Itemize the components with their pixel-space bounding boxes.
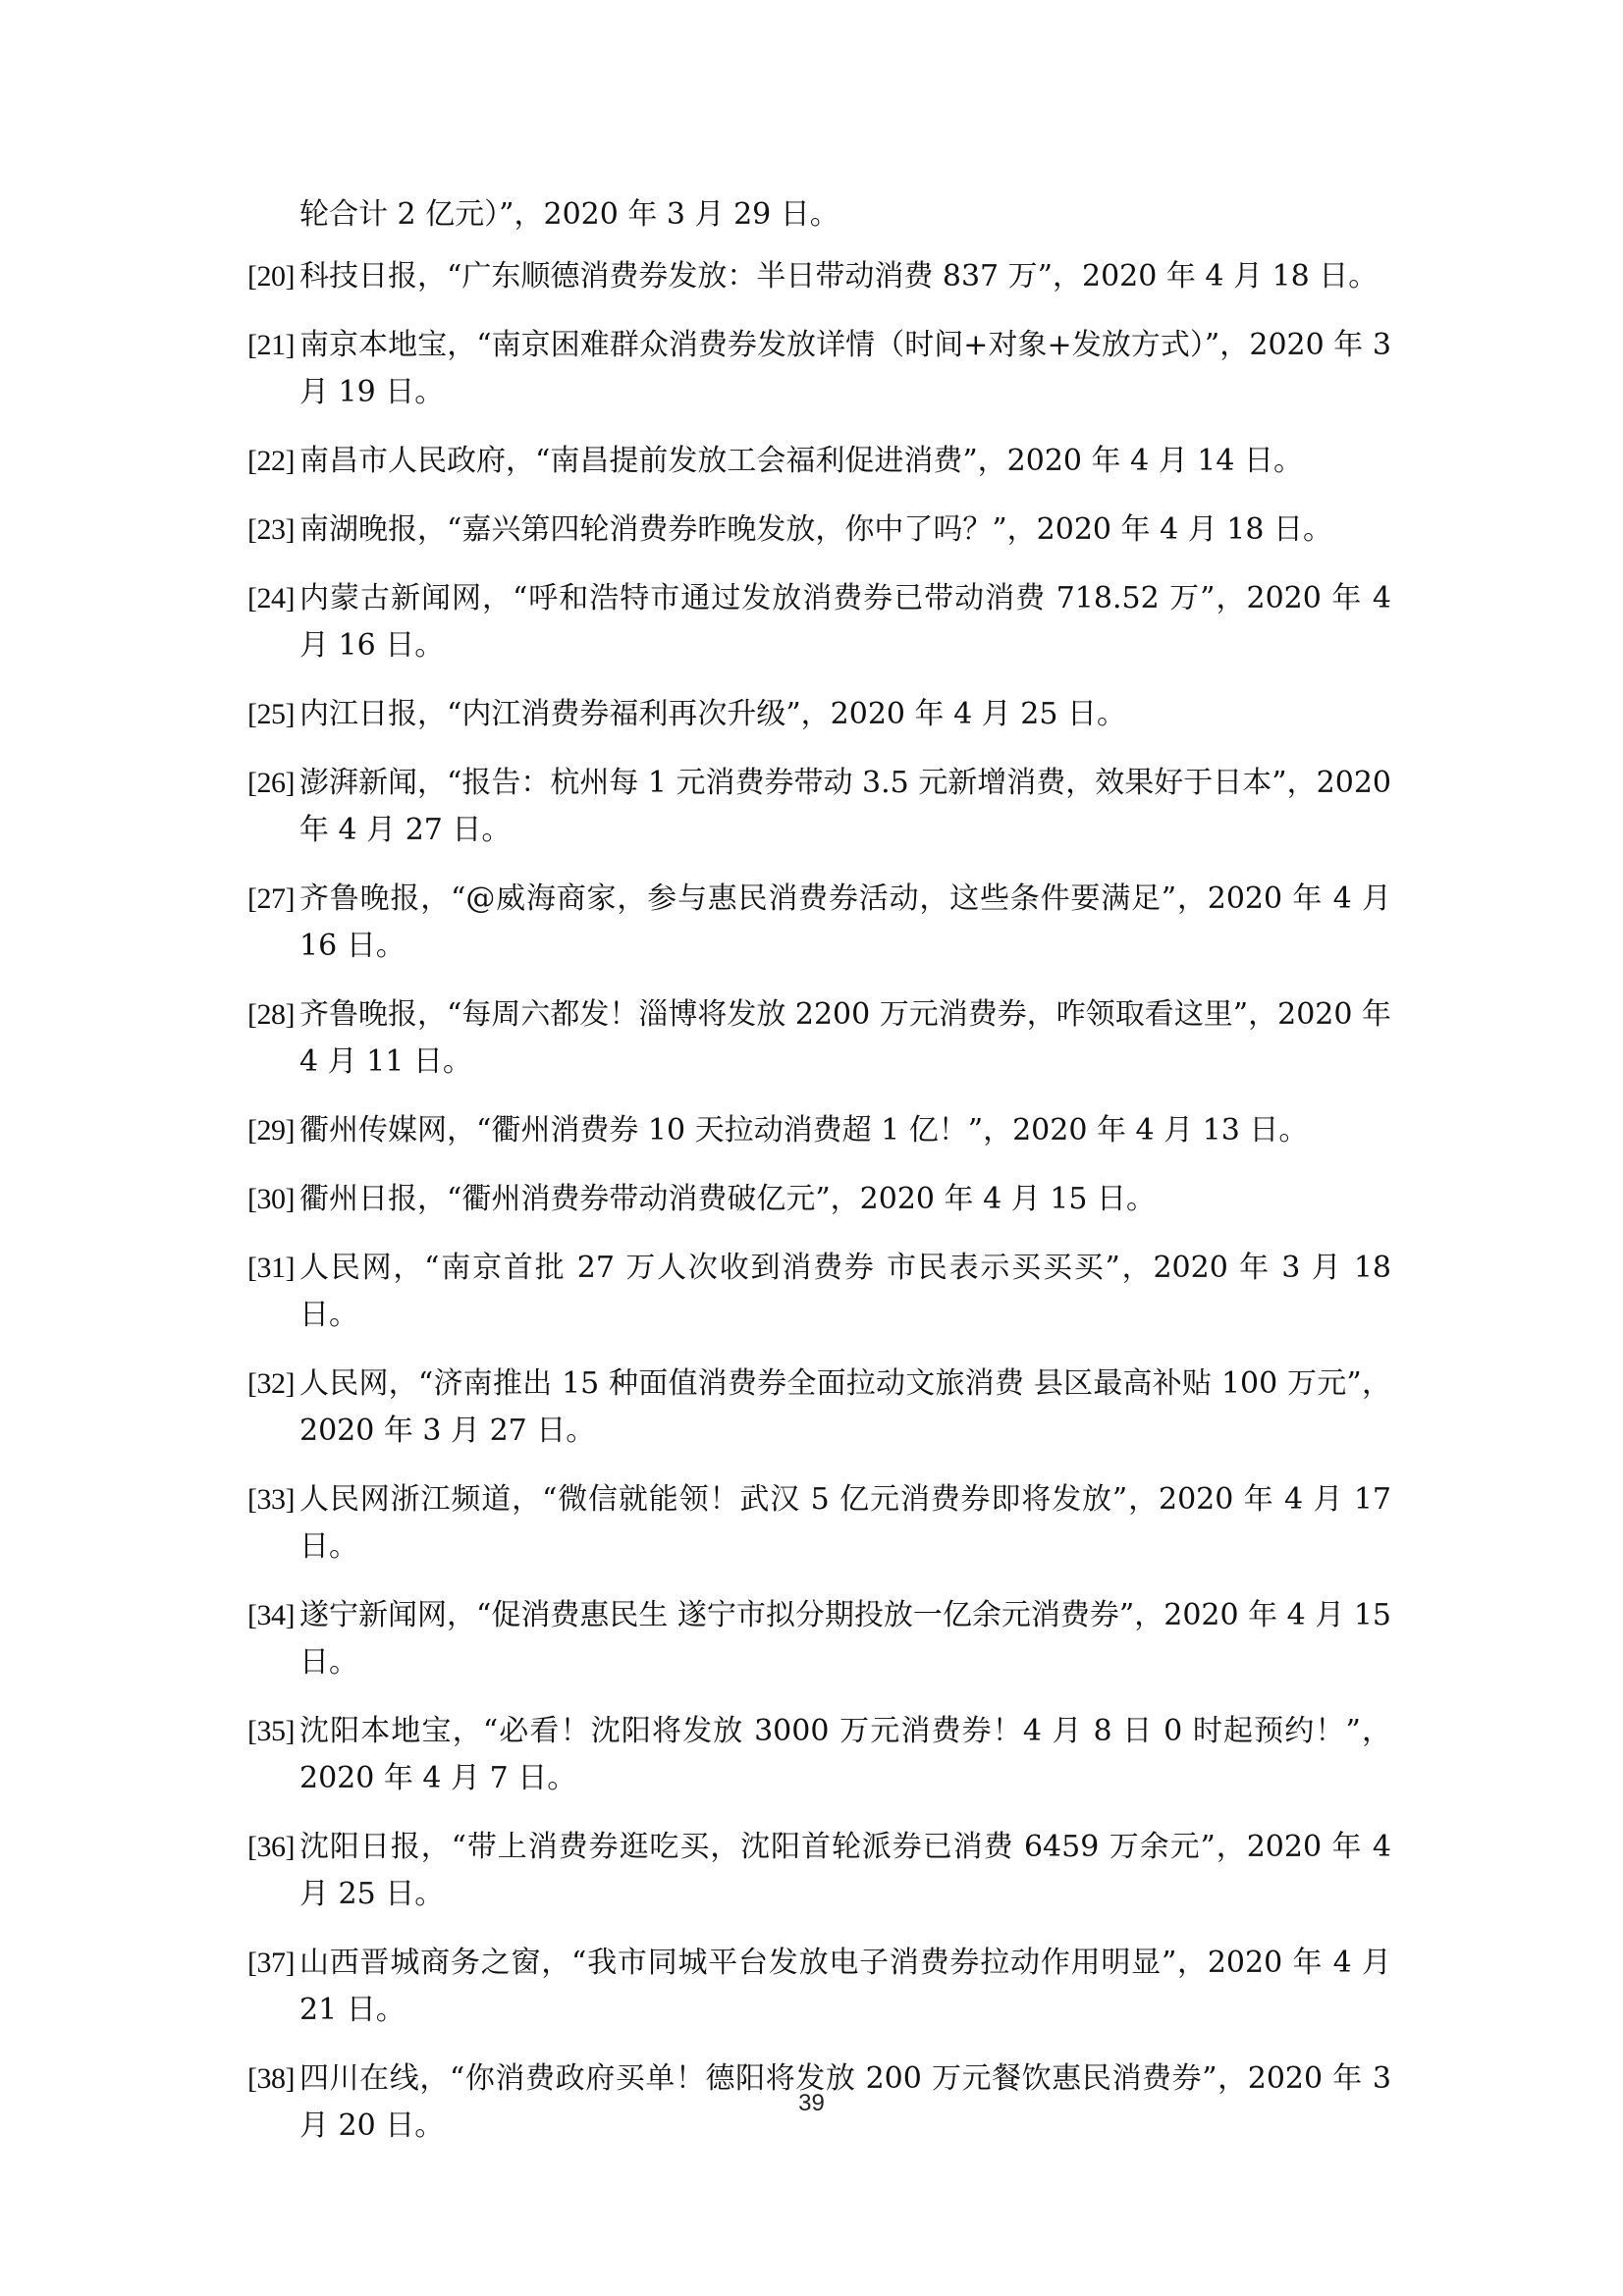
reference-text: 人民网，“济南推出 15 种面值消费券全面拉动文旅消费 县区最高补贴 100 万元”，2020 年 3 月 27 日。	[299, 1366, 1391, 1448]
reference-continuation-line: 轮合计 2 亿元）”，2020 年 3 月 29 日。	[299, 197, 839, 232]
reference-number: [37]	[247, 1947, 295, 1979]
reference-number: [36]	[247, 1831, 295, 1863]
reference-text: 遂宁新闻网，“促消费惠民生 遂宁市拟分期投放一亿余元消费券”，2020 年 4 月 15 日。	[299, 1598, 1391, 1680]
reference-text: 沈阳日报，“带上消费券逛吃买，沈阳首轮派券已消费 6459 万余元”，2020 年 4 月 25 日。	[299, 1830, 1391, 1911]
reference-item	[247, 1245, 1391, 1339]
reference-number: [34]	[247, 1599, 295, 1631]
reference-number: [24]	[247, 582, 295, 614]
reference-item	[247, 1476, 1391, 1571]
reference-text: 南湖晚报，“嘉兴第四轮消费券昨晚发放，你中了吗？”，2020 年 4 月 18 日。	[299, 512, 1332, 547]
reference-text: 沈阳本地宝，“必看！沈阳将发放 3000 万元消费券！4 月 8 日 0 时起预约！”，2020 年 4 月 7 日。	[299, 1714, 1391, 1795]
reference-text: 人民网浙江频道，“微信就能领！武汉 5 亿元消费券即将发放”，2020 年 4 月 17 日。	[299, 1482, 1391, 1564]
reference-text: 内江日报，“内江消费券福利再次升级”，2020 年 4 月 25 日。	[299, 697, 1126, 731]
reference-number: [29]	[247, 1114, 295, 1147]
reference-text: 科技日报，“广东顺德消费券发放：半日带动消费 837 万”，2020 年 4 月 18 日。	[299, 259, 1379, 294]
reference-item	[247, 507, 1391, 554]
reference-number: [38]	[247, 2062, 295, 2095]
reference-item	[247, 1708, 1391, 1802]
reference-text: 齐鲁晚报，“每周六都发！淄博将发放 2200 万元消费券，咋领取看这里”，2020 年 4 月 11 日。	[299, 997, 1391, 1079]
reference-number: [23]	[247, 513, 295, 546]
reference-text: 四川在线，“你消费政府买单！德阳将发放 200 万元餐饮惠民消费券”，2020 年 3 月 20 日。	[299, 2061, 1391, 2143]
reference-number: [32]	[247, 1367, 295, 1400]
reference-number: [21]	[247, 329, 295, 361]
reference-text: 齐鲁晚报，“@威海商家，参与惠民消费券活动，这些条件要满足”，2020 年 4 月 16 日。	[299, 881, 1391, 963]
reference-number: [33]	[247, 1483, 295, 1516]
reference-text: 南昌市人民政府，“南昌提前发放工会福利促进消费”，2020 年 4 月 14 日。	[299, 444, 1303, 478]
reference-number: [35]	[247, 1715, 295, 1747]
reference-number: [26]	[247, 767, 295, 799]
reference-number: [22]	[247, 445, 295, 477]
reference-number: [28]	[247, 998, 295, 1031]
reference-text: 衢州日报，“衢州消费券带动消费破亿元”，2020 年 4 月 15 日。	[299, 1182, 1156, 1216]
reference-number: [20]	[247, 260, 295, 293]
reference-item	[247, 760, 1391, 854]
reference-item	[247, 253, 1391, 300]
reference-text: 人民网，“南京首批 27 万人次收到消费券 市民表示买买买”，2020 年 3 月 18 日。	[299, 1251, 1391, 1332]
reference-text: 衢州传媒网，“衢州消费券 10 天拉动消费超 1 亿！”，2020 年 4 月 13 日。	[299, 1113, 1309, 1148]
reference-item	[247, 1824, 1391, 1918]
reference-number: [25]	[247, 698, 295, 730]
reference-item	[247, 991, 1391, 1086]
reference-text: 南京本地宝，“南京困难群众消费券发放详情（时间+对象+发放方式）”，2020 年 3 月 19 日。	[299, 328, 1391, 409]
reference-number: [30]	[247, 1183, 295, 1215]
reference-number: [27]	[247, 882, 295, 915]
reference-item	[247, 1361, 1391, 1455]
reference-item	[247, 1176, 1391, 1223]
reference-item	[247, 876, 1391, 970]
reference-item	[247, 1940, 1391, 2034]
reference-item	[247, 322, 1391, 416]
reference-list	[247, 253, 1391, 2171]
reference-text: 内蒙古新闻网，“呼和浩特市通过发放消费券已带动消费 718.52 万”，2020 年 4 月 16 日。	[299, 581, 1391, 663]
reference-item	[247, 438, 1391, 485]
reference-number: [31]	[247, 1252, 295, 1284]
page-number: 39	[798, 2090, 825, 2116]
reference-item	[247, 691, 1391, 738]
reference-item	[247, 1592, 1391, 1686]
reference-text: 山西晋城商务之窗，“我市同城平台发放电子消费券拉动作用明显”，2020 年 4 月 21 日。	[299, 1946, 1391, 2027]
reference-item	[247, 1107, 1391, 1154]
reference-item	[247, 575, 1391, 669]
reference-text: 澎湃新闻，“报告：杭州每 1 元消费券带动 3.5 元新增消费，效果好于日本”，2020 年 4 月 27 日。	[299, 766, 1391, 847]
